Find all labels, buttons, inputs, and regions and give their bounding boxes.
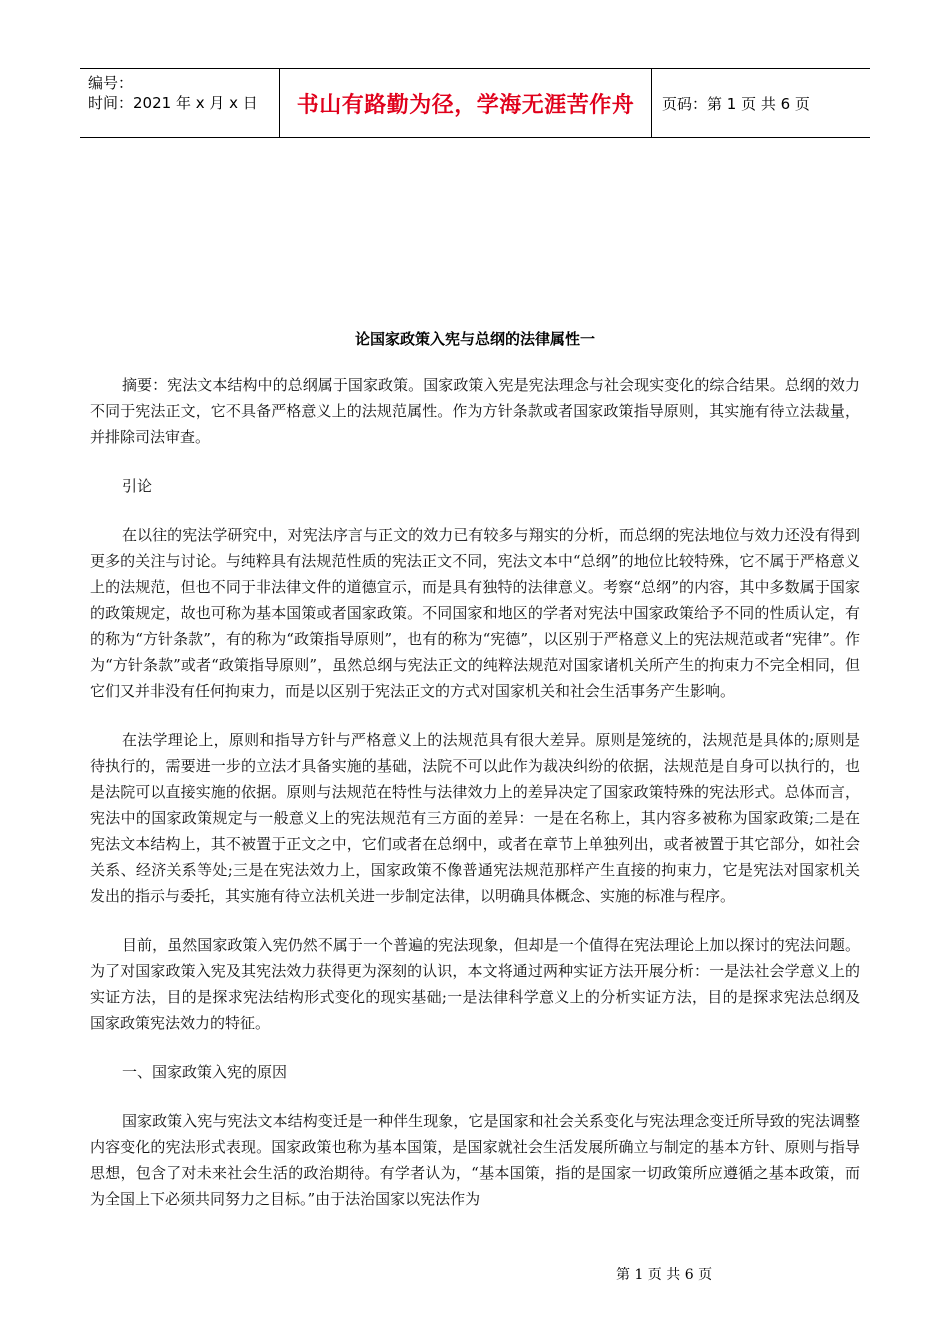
page-footer: 第 1 页 共 6 页: [616, 1267, 713, 1283]
document-number-label: 编号：: [88, 74, 134, 92]
body-paragraph: 国家政策入宪与宪法文本结构变迁是一种伴生现象，它是国家和社会关系变化与宪法理念变迁所导致的宪法调整内容变化的宪法形式表现。国家政策也称为基本国策，是国家就社会生活发展所确立与制定的基本方针、原则与指导思想，包含了对未来社会生活的政治期待。有学者认为，“基本国策，指的是国家一切政策所应遵循之基本政策，而为全国上下必须共同努力之目标。”由于法治国家以宪法作为: [90, 1112, 860, 1208]
body-paragraph: 在以往的宪法学研究中，对宪法序言与正文的效力已有较多与翔实的分析，而总纲的宪法地位与效力还没有得到更多的关注与讨论。与纯粹具有法规范性质的宪法正文不同，宪法文本中“总纲”的地位比较特殊，它不属于严格意义上的法规范，但也不同于非法律文件的道德宣示，而是具有独特的法律意义。考察“总纲”的内容，其中多数属于国家的政策规定，故也可称为基本国策或者国家政策。不同国家和地区的学者对宪法中国家政策给予不同的性质认定，有的称为“方针条款”，有的称为“政策指导原则”，也有的称为“宪德”，以区别于严格意义上的宪法规范或者“宪律”。作为“方针条款”或者“政策指导原则”，虽然总纲与宪法正文的纯粹法规范对国家诸机关所产生的拘束力不完全相同，但它们又并非没有任何拘束力，而是以区别于宪法正文的方式对国家机关和社会生活事务产生影响。: [90, 526, 860, 700]
section-heading-introduction: 引论: [122, 477, 153, 495]
abstract-paragraph: 摘要：宪法文本结构中的总纲属于国家政策。国家政策入宪是宪法理念与社会现实变化的综合结果。总纲的效力不同于宪法正文，它不具备严格意义上的法规范属性。作为方针条款或者国家政策指导原则，其实施有待立法裁量，并排除司法审查。: [90, 376, 860, 446]
document-body: [90, 372, 860, 1235]
body-paragraph: 目前，虽然国家政策入宪仍然不属于一个普遍的宪法现象，但却是一个值得在宪法理论上加以探讨的宪法问题。为了对国家政策入宪及其宪法效力获得更为深刻的认识，本文将通过两种实证方法开展分析：一是法社会学意义上的实证方法，目的是探求宪法结构形式变化的现实基础;一是法律科学意义上的分析实证方法，目的是探求宪法总纲及国家政策宪法效力的特征。: [90, 936, 860, 1032]
header-motto-cell: [280, 69, 652, 137]
body-paragraph: 在法学理论上，原则和指导方针与严格意义上的法规范具有很大差异。原则是笼统的，法规范是具体的;原则是待执行的，需要进一步的立法才具备实施的基础，法院不可以此作为裁决纠纷的依据，法规范是自身可以执行的，也是法院可以直接实施的依据。原则与法规范在特性与法律效力上的差异决定了国家政策特殊的宪法形式。总体而言，宪法中的国家政策规定与一般意义上的宪法规范有三方面的差异：一是在名称上，其内容多被称为国家政策;二是在宪法文本结构上，其不被置于正文之中，它们或者在总纲中，或者在章节上单独列出，或者被置于其它部分，如社会关系、经济关系等处;三是在宪法效力上，国家政策不像普通宪法规范那样产生直接的拘束力，它是宪法对国家机关发出的指示与委托，其实施有待立法机关进一步制定法律，以明确具体概念、实施的标准与程序。: [90, 731, 860, 905]
document-title: 论国家政策入宪与总纲的法律属性一: [354, 330, 595, 348]
section-heading-1: 一、国家政策入宪的原因: [122, 1063, 288, 1081]
header-motto: 书山有路勤为径，学海无涯苦作舟: [296, 92, 635, 118]
page-header: [80, 68, 870, 138]
header-page-info: 页码：第 1 页 共 6 页: [662, 94, 810, 113]
header-meta: [80, 69, 280, 137]
document-date-label: 时间：2021 年 x 月 x 日: [88, 94, 258, 112]
